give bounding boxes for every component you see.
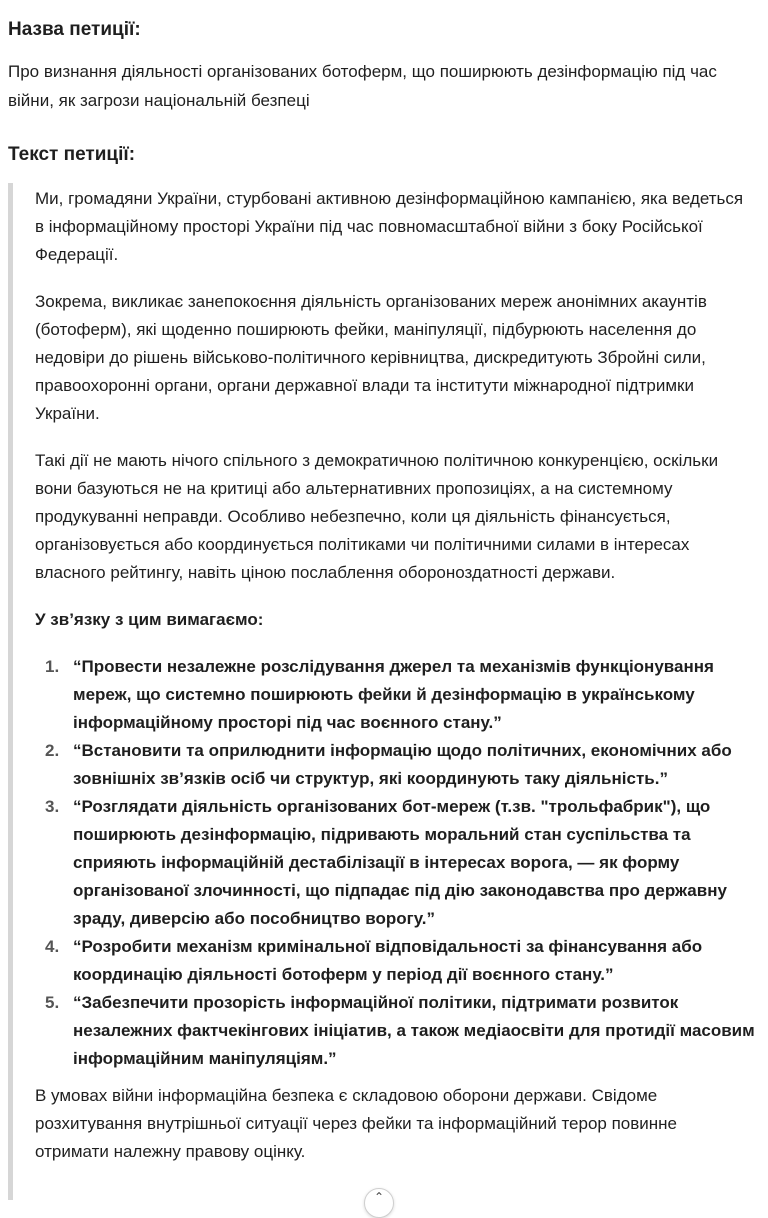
demand-text: “Розробити механізм кримінальної відповідальності за фінансування або координацію діяльності ботоферм у період дії воєнного стану.” [73, 937, 703, 984]
demand-item [35, 793, 755, 933]
demand-item [35, 989, 755, 1073]
blockquote-bar [8, 183, 13, 1200]
closing-paragraph: В умовах війни інформаційна безпека є складовою оборони держави. Свідоме розхитування внутрішньої ситуації через фейки та інформаційний терор повинне отримати належну правову оцінку. [35, 1086, 678, 1161]
petition-title-heading: Назва петиції: [8, 19, 141, 40]
petition-paragraph: Такі дії не мають нічого спільного з демократичною політичною конкуренцією, оскільки вони базуються не на критиці або альтернативних пропозиціях, а на системному продукуванні неправди. Особливо небезпечно, коли ця діяльність фінансується, організовується або координується політиками чи політичними силами в інтересах власного рейтингу, навіть ціною послаблення обороноздатності держави. [35, 451, 719, 582]
chevron-up-icon: ⌃ [373, 1190, 385, 1204]
demand-item [35, 933, 755, 989]
demand-number: 2. [45, 741, 60, 760]
demand-item [35, 737, 755, 793]
demand-text: “Розглядати діяльність організованих бот-мереж (т.зв. "трольфабрик"), що поширюють дезінформацію, підривають моральний стан суспільства та сприяють інформаційній дестабілізації в інтересах ворога, — як форму організованої злочинності, що підпадає під дію законодавства про державну зраду, диверсію або пособництво ворогу.” [73, 797, 727, 928]
petition-paragraph: Ми, громадяни України, стурбовані активною дезінформаційною кампанією, яка ведеться в інформаційному просторі України під час повномасштабної війни з боку Російської Федерації. [35, 189, 744, 264]
demand-text: “Встановити та оприлюднити інформацію щодо політичних, економічних або зовнішніх зв’язків осіб чи структур, які координують таку діяльність.” [73, 741, 732, 788]
demands-list [35, 653, 755, 1073]
demand-text: “Забезпечити прозорість інформаційної політики, підтримати розвиток незалежних фактчекінгових ініціатив, а також медіаосвіти для протидії масовим інформаційним маніпуляціям.” [73, 993, 755, 1068]
scroll-to-top-button[interactable] [364, 1188, 394, 1218]
demand-item [35, 653, 755, 737]
petition-title-text: Про визнання діяльності організованих ботоферм, що поширюють дезінформацію під час війни, як загрози національній безпеці [8, 62, 717, 110]
demands-heading: У зв’язку з цим вимагаємо: [35, 610, 264, 629]
demand-number: 3. [45, 797, 60, 816]
demand-number: 5. [45, 993, 60, 1012]
petition-paragraph: Зокрема, викликає занепокоєння діяльність організованих мереж анонімних акаунтів (ботоферм), які щоденно поширюють фейки, маніпуляції, підбурюють населення до недовіри до рішень військово-політичного керівництва, дискредитують Збройні сили, правоохоронні органи, органи державної влади та інститути міжнародної підтримки України. [35, 292, 707, 423]
petition-text-blockquote [35, 185, 755, 1185]
petition-text-heading: Текст петиції: [8, 144, 136, 165]
demand-number: 1. [45, 657, 60, 676]
demand-number: 4. [45, 937, 60, 956]
demand-text: “Провести незалежне розслідування джерел та механізмів функціонування мереж, що системно поширюють фейки й дезінформацію в українському інформаційному просторі під час воєнного стану.” [73, 657, 714, 732]
